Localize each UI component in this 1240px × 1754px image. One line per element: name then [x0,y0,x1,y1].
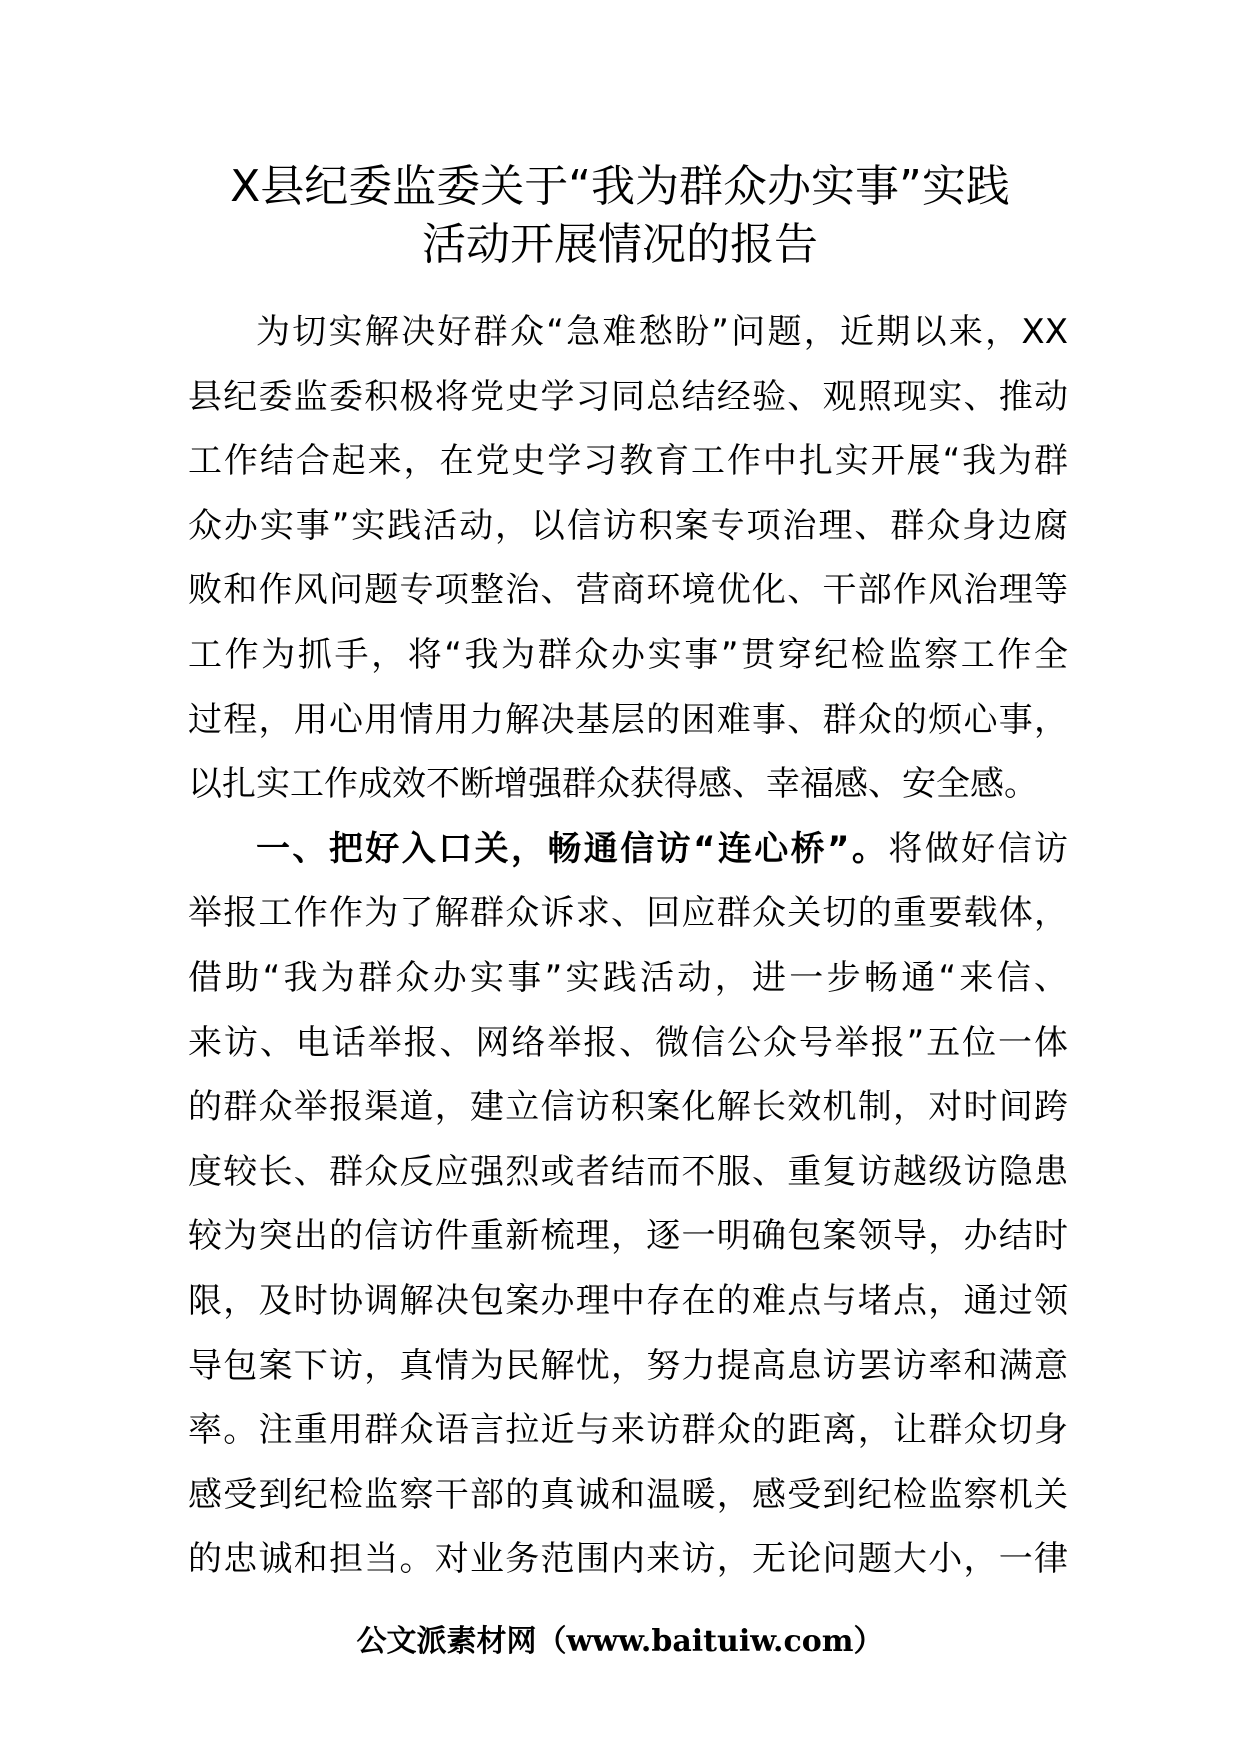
section-1-line: 限，及时协调解决包案办理中存在的难点与堵点，通过领 [188,1280,1068,1321]
intro-line: 过程，用心用情用力解决基层的困难事、群众的烦心事， [188,699,1068,740]
section-1-first-line-text: 将做好信访 [888,828,1068,869]
intro-line: 众办实事”实践活动，以信访积案专项治理、群众身边腐 [188,505,1068,546]
section-1-line: 的群众举报渠道，建立信访积案化解长效机制，对时间跨 [188,1087,1068,1128]
section-1-line: 较为突出的信访件重新梳理，逐一明确包案领导，办结时 [188,1216,1068,1257]
section-1-line: 度较长、群众反应强烈或者结而不服、重复访越级访隐患 [188,1151,1068,1192]
section-1-line: 感受到纪检监察干部的真诚和温暖，感受到纪检监察机关 [188,1474,1068,1515]
section-1-line: 导包案下访，真情为民解忧，努力提高息访罢访率和满意 [188,1345,1068,1386]
intro-line: 为切实解决好群众“急难愁盼”问题，近期以来，XX [256,312,1068,352]
intro-line: 以扎实工作成效不断增强群众获得感、幸福感、安全感。 [188,764,1038,805]
section-1-line: 借助“我为群众办实事”实践活动，进一步畅通“来信、 [188,957,1068,998]
title-line-1: X县纪委监委关于“我为群众办实事”实践 [230,161,1010,212]
intro-line: 工作为抓手，将“我为群众办实事”贯穿纪检监察工作全 [188,634,1068,675]
section-1-line: 的忠诚和担当。对业务范围内来访，无论问题大小，一律 [188,1539,1068,1580]
section-1-heading: 一、把好入口关，畅通信访“连心桥”。 [256,828,889,869]
footer-watermark: 公文派素材网（www.baituiw.com） [356,1624,884,1659]
document-title [160,158,1080,274]
title-line-2: 活动开展情况的报告 [422,219,818,270]
section-1-first-line [188,817,1068,882]
document-body [188,300,1068,1592]
intro-line: 工作结合起来，在党史学习教育工作中扎实开展“我为群 [188,441,1068,482]
intro-line: 败和作风问题专项整治、营商环境优化、干部作风治理等 [188,570,1068,611]
section-1-line: 率。注重用群众语言拉近与来访群众的距离，让群众切身 [188,1410,1068,1451]
intro-line: 县纪委监委积极将党史学习同总结经验、观照现实、推动 [188,376,1068,417]
section-1-line: 来访、电话举报、网络举报、微信公众号举报”五位一体 [188,1022,1068,1063]
section-1-line: 举报工作作为了解群众诉求、回应群众关切的重要载体， [188,893,1068,934]
